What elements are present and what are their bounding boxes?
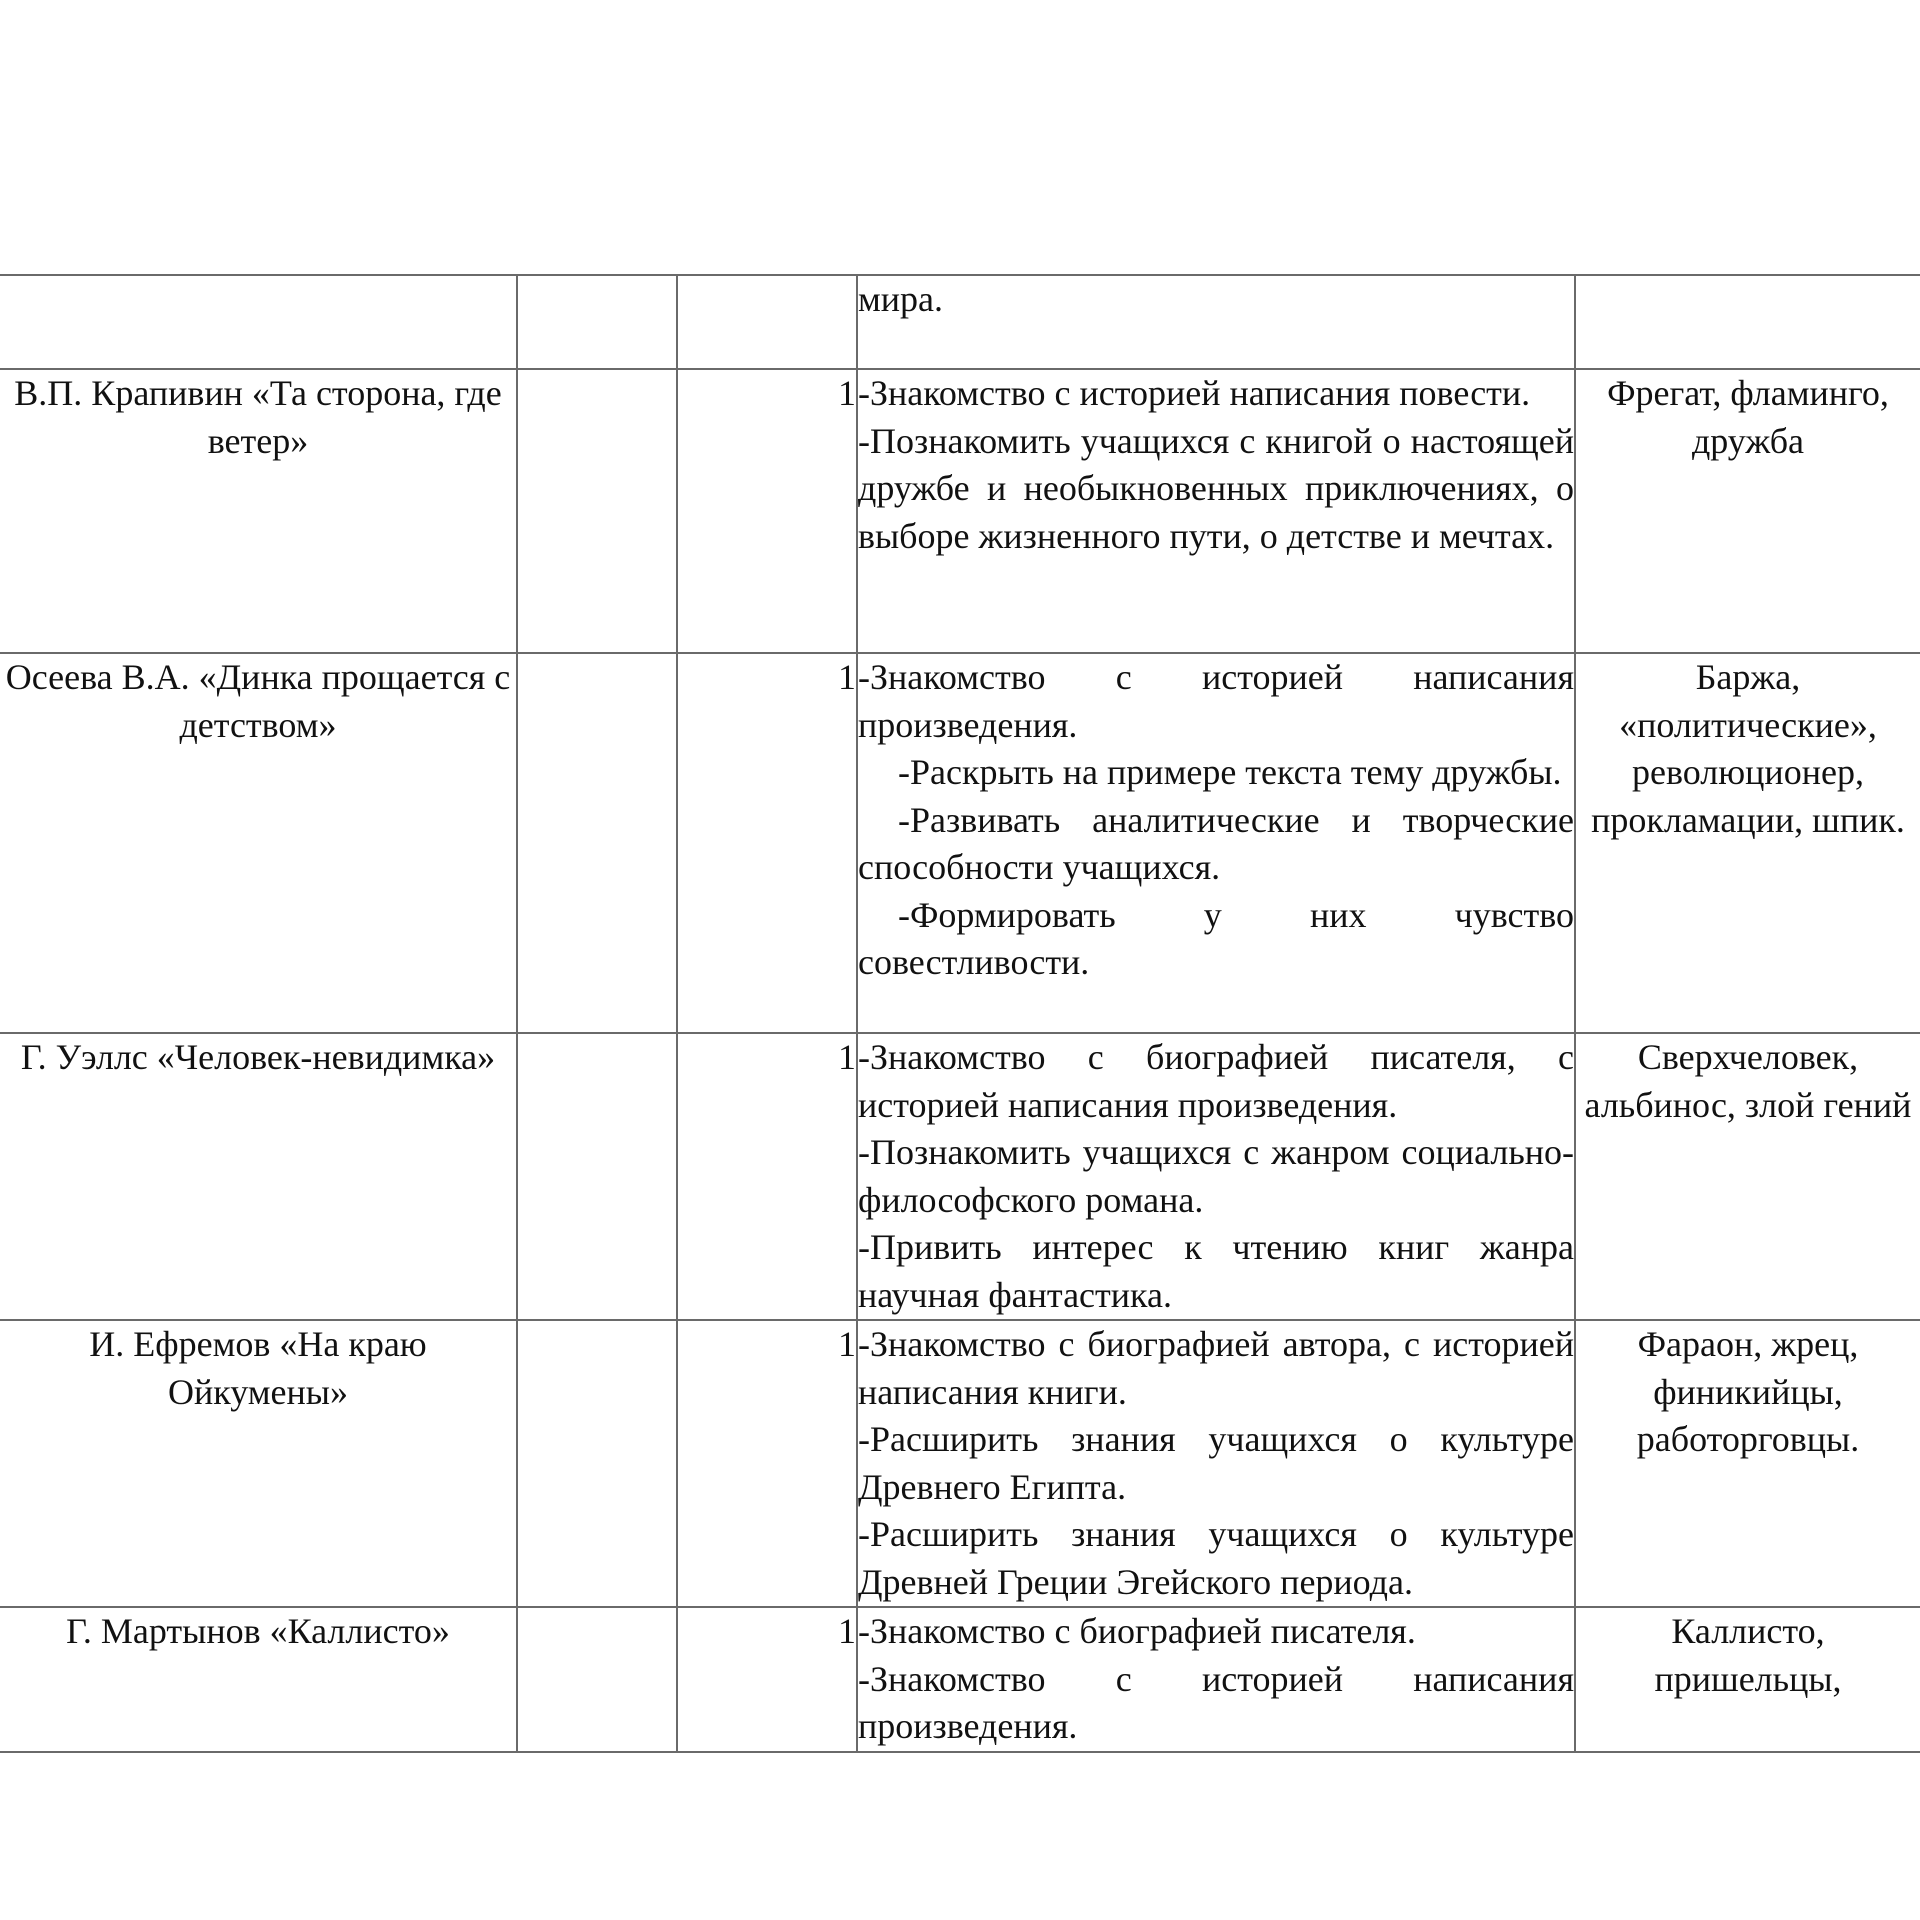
author-cell bbox=[0, 275, 517, 369]
vocabulary-cell: Баржа, «политические», революционер, прокламации, шпик. bbox=[1575, 653, 1920, 1033]
author-cell: В.П. Крапивин «Та сторона, где ветер» bbox=[0, 369, 517, 653]
goal-line: -Знакомство с биографией автора, с историей написания книги. bbox=[858, 1324, 1574, 1412]
empty-cell bbox=[517, 275, 677, 369]
vocabulary-cell: Фараон, жрец, финикийцы, работорговцы. bbox=[1575, 1320, 1920, 1607]
author-cell: Осеева В.А. «Динка прощается с детством» bbox=[0, 653, 517, 1033]
author-cell: И. Ефремов «На краю Ойкумены» bbox=[0, 1320, 517, 1607]
author-cell: Г. Уэллс «Человек-невидимка» bbox=[0, 1033, 517, 1320]
goal-line: -Расширить знания учащихся о культуре Древней Греции Эгейского периода. bbox=[858, 1514, 1574, 1602]
goal-line: -Познакомить учащихся с жанром социально-философского романа. bbox=[858, 1132, 1574, 1220]
empty-cell bbox=[517, 1033, 677, 1320]
hours-cell: 1 bbox=[677, 653, 857, 1033]
hours-cell: 1 bbox=[677, 1320, 857, 1607]
goal-line: -Расширить знания учащихся о культуре Древнего Египта. bbox=[858, 1419, 1574, 1507]
hours-cell bbox=[677, 275, 857, 369]
vocabulary-cell bbox=[1575, 275, 1920, 369]
vocabulary-cell: Каллисто, пришельцы, bbox=[1575, 1607, 1920, 1752]
empty-cell bbox=[517, 1320, 677, 1607]
hours-cell: 1 bbox=[677, 1607, 857, 1752]
table-row bbox=[0, 1320, 1920, 1607]
goals-cell bbox=[857, 1320, 1575, 1607]
hours-cell: 1 bbox=[677, 1033, 857, 1320]
goal-line: -Развивать аналитические и творческие способности учащихся. bbox=[858, 799, 1574, 887]
goals-cell bbox=[857, 653, 1575, 1033]
goal-line: -Формировать у них чувство совестливости. bbox=[858, 894, 1574, 982]
vocabulary-cell: Сверхчеловек, альбинос, злой гений bbox=[1575, 1033, 1920, 1320]
table-row bbox=[0, 1033, 1920, 1320]
lesson-plan-table bbox=[0, 274, 1920, 1753]
goal-line: -Привить интерес к чтению книг жанра научная фантастика. bbox=[858, 1227, 1574, 1315]
vocabulary-cell: Фрегат, фламинго, дружба bbox=[1575, 369, 1920, 653]
goal-line: -Знакомство с историей написания произведения. bbox=[858, 657, 1574, 745]
goals-cell bbox=[857, 1033, 1575, 1320]
empty-cell bbox=[517, 653, 677, 1033]
goal-line: -Знакомство с биографией писателя, с историей написания произведения. bbox=[858, 1037, 1574, 1125]
table-row bbox=[0, 1607, 1920, 1752]
goals-cell bbox=[857, 275, 1575, 369]
table-row bbox=[0, 653, 1920, 1033]
goals-cell bbox=[857, 369, 1575, 653]
goal-line: -Знакомство с историей написания повести. bbox=[858, 373, 1531, 413]
goal-line: мира. bbox=[858, 279, 944, 319]
empty-cell bbox=[517, 369, 677, 653]
goals-cell bbox=[857, 1607, 1575, 1752]
goal-line: -Знакомство с биографией писателя. bbox=[858, 1611, 1416, 1651]
goal-line: -Познакомить учащихся с книгой о настоящей дружбе и необыкновенных приключениях, о выборе жизненного пути, о детстве и мечтах. bbox=[858, 420, 1574, 556]
author-cell: Г. Мартынов «Каллисто» bbox=[0, 1607, 517, 1752]
goal-line: -Знакомство с историей написания произведения. bbox=[858, 1658, 1574, 1746]
empty-cell bbox=[517, 1607, 677, 1752]
goal-line: -Раскрыть на примере текста тему дружбы. bbox=[898, 752, 1562, 792]
hours-cell: 1 bbox=[677, 369, 857, 653]
table-row bbox=[0, 369, 1920, 653]
table-row bbox=[0, 275, 1920, 369]
